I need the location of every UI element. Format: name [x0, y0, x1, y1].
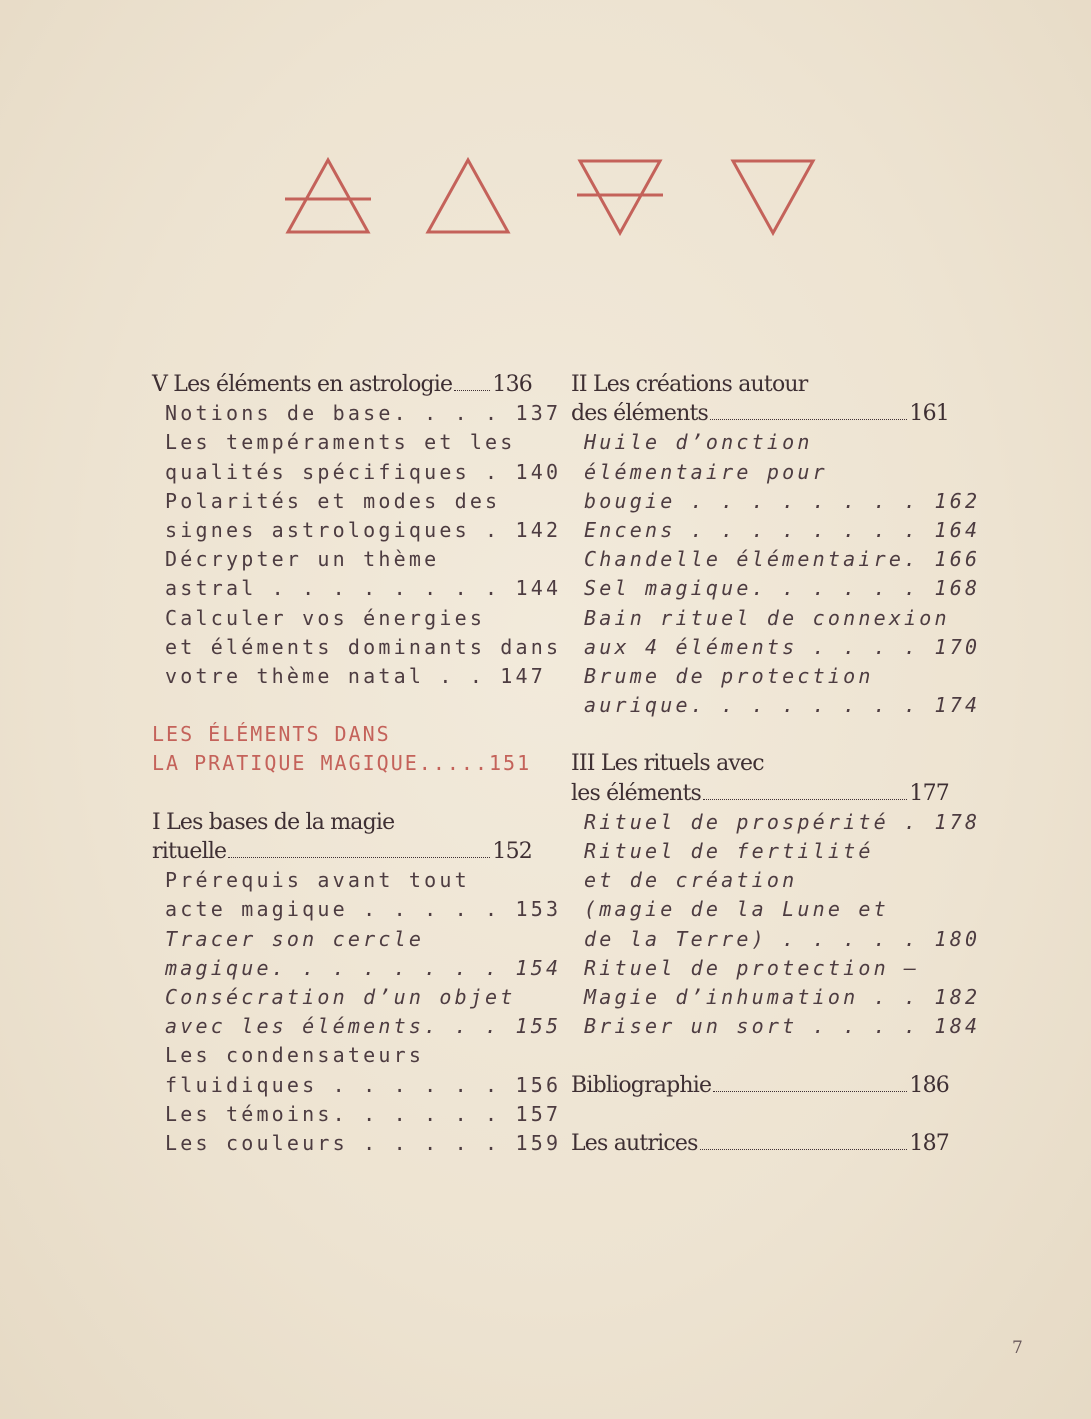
toc-chapter-autrices[interactable]	[571, 1129, 949, 1158]
dot-leader	[700, 1149, 908, 1150]
toc-entry[interactable]: Calculer vos énergies	[165, 605, 486, 630]
toc-entry[interactable]: Les tempéraments et les	[165, 430, 516, 455]
toc-entry[interactable]: Briser un sort . . . . 184	[584, 1014, 981, 1039]
dot-leader	[710, 419, 907, 420]
toc-left-column	[152, 370, 562, 1158]
toc-entry[interactable]: Encens . . . . . . . . 164	[584, 517, 981, 542]
toc-entry[interactable]: (magie de la Lune et	[584, 897, 889, 922]
part-heading[interactable]: LES ÉLÉMENTS DANS	[152, 722, 391, 747]
chapter-page: 187	[909, 1130, 949, 1156]
toc-entry[interactable]: Rituel de prospérité . 178	[584, 809, 981, 834]
chapter-page: 186	[909, 1072, 949, 1098]
toc-entry[interactable]: Rituel de fertilité	[584, 839, 874, 863]
toc-entry[interactable]: Bain rituel de connexion	[584, 605, 950, 630]
toc-entry[interactable]: aurique. . . . . . . . 174	[584, 693, 981, 718]
chapter-page: 136	[492, 372, 532, 397]
fire-icon	[428, 160, 508, 232]
toc-entry[interactable]: Polarités et modes des	[165, 488, 501, 513]
dot-leader	[228, 857, 490, 858]
toc-chapter-creations[interactable]	[571, 399, 949, 428]
element-symbols	[280, 155, 820, 240]
chapter-title: des éléments	[571, 401, 709, 427]
toc-entry[interactable]: de la Terre) . . . . . 180	[584, 926, 981, 951]
chapter-page: 152	[492, 839, 532, 864]
toc-entry[interactable]: et éléments dominants dans	[165, 634, 562, 659]
dot-leader	[703, 799, 907, 800]
toc-entry[interactable]: Sel magique. . . . . . 168	[584, 576, 981, 601]
toc-entry[interactable]: Les condensateurs	[165, 1043, 425, 1068]
chapter-title: Bibliographie	[571, 1072, 712, 1098]
toc-entry[interactable]: Décrypter un thème	[165, 547, 440, 572]
toc-chapter-bases[interactable]	[152, 837, 532, 866]
toc-entry[interactable]: Tracer son cercle	[165, 926, 425, 951]
toc-entry[interactable]: Chandelle élémentaire. 166	[584, 547, 981, 572]
chapter-title[interactable]: II Les créations autour	[571, 372, 808, 397]
air-icon	[285, 160, 371, 232]
toc-entry[interactable]: Notions de base. . . . 137	[165, 401, 562, 426]
toc-entry[interactable]: Prérequis avant tout	[165, 868, 470, 893]
toc-entry[interactable]: avec les éléments. . . 155	[165, 1014, 562, 1039]
water-icon	[733, 161, 813, 233]
toc-entry[interactable]: Brume de protection	[584, 663, 874, 688]
toc-entry[interactable]: élémentaire pour	[584, 459, 828, 484]
chapter-title[interactable]: III Les rituels avec	[571, 751, 764, 777]
toc-chapter-rituels[interactable]	[571, 779, 949, 808]
toc-entry[interactable]: votre thème natal . . 147	[165, 663, 547, 688]
dot-leader	[713, 1091, 907, 1092]
chapter-page: 161	[909, 401, 949, 427]
toc-entry[interactable]: Magie d’inhumation . . 182	[584, 984, 981, 1009]
toc-entry[interactable]: astral . . . . . . . . 144	[165, 576, 562, 601]
toc-entry[interactable]: magique. . . . . . . . 154	[165, 955, 562, 980]
earth-icon	[577, 161, 663, 233]
toc-chapter-astrologie[interactable]	[152, 370, 532, 399]
chapter-page: 177	[909, 780, 949, 806]
toc-entry[interactable]: fluidiques . . . . . . 156	[165, 1072, 562, 1097]
toc-entry[interactable]: Huile d’onction	[584, 430, 813, 455]
toc-right-column	[571, 370, 981, 1158]
toc-chapter-bibliographie[interactable]	[571, 1071, 949, 1100]
toc-entry[interactable]: Consécration d’un objet	[165, 984, 516, 1009]
part-heading[interactable]: LA PRATIQUE MAGIQUE.....151	[152, 751, 532, 776]
toc-entry[interactable]: et de création	[584, 868, 798, 893]
toc-entry[interactable]: Rituel de protection –	[584, 955, 920, 980]
chapter-title[interactable]: I Les bases de la magie	[152, 809, 395, 835]
dot-leader	[454, 390, 490, 391]
toc-entry[interactable]: signes astrologiques . 142	[165, 517, 562, 542]
page-number: 7	[1012, 1338, 1023, 1358]
toc-entry[interactable]: qualités spécifiques . 140	[165, 459, 562, 484]
toc-entry[interactable]: acte magique . . . . . 153	[165, 897, 562, 922]
chapter-title: rituelle	[152, 839, 227, 864]
toc-entry[interactable]: Les témoins. . . . . . 157	[165, 1101, 562, 1126]
toc-entry[interactable]: bougie . . . . . . . . 162	[584, 488, 981, 513]
chapter-title: Les autrices	[571, 1130, 698, 1156]
chapter-title: les éléments	[571, 780, 701, 806]
toc-entry[interactable]: aux 4 éléments . . . . 170	[584, 634, 981, 659]
chapter-title: V Les éléments en astrologie	[152, 372, 453, 397]
toc-entry[interactable]: Les couleurs . . . . . 159	[165, 1130, 562, 1155]
